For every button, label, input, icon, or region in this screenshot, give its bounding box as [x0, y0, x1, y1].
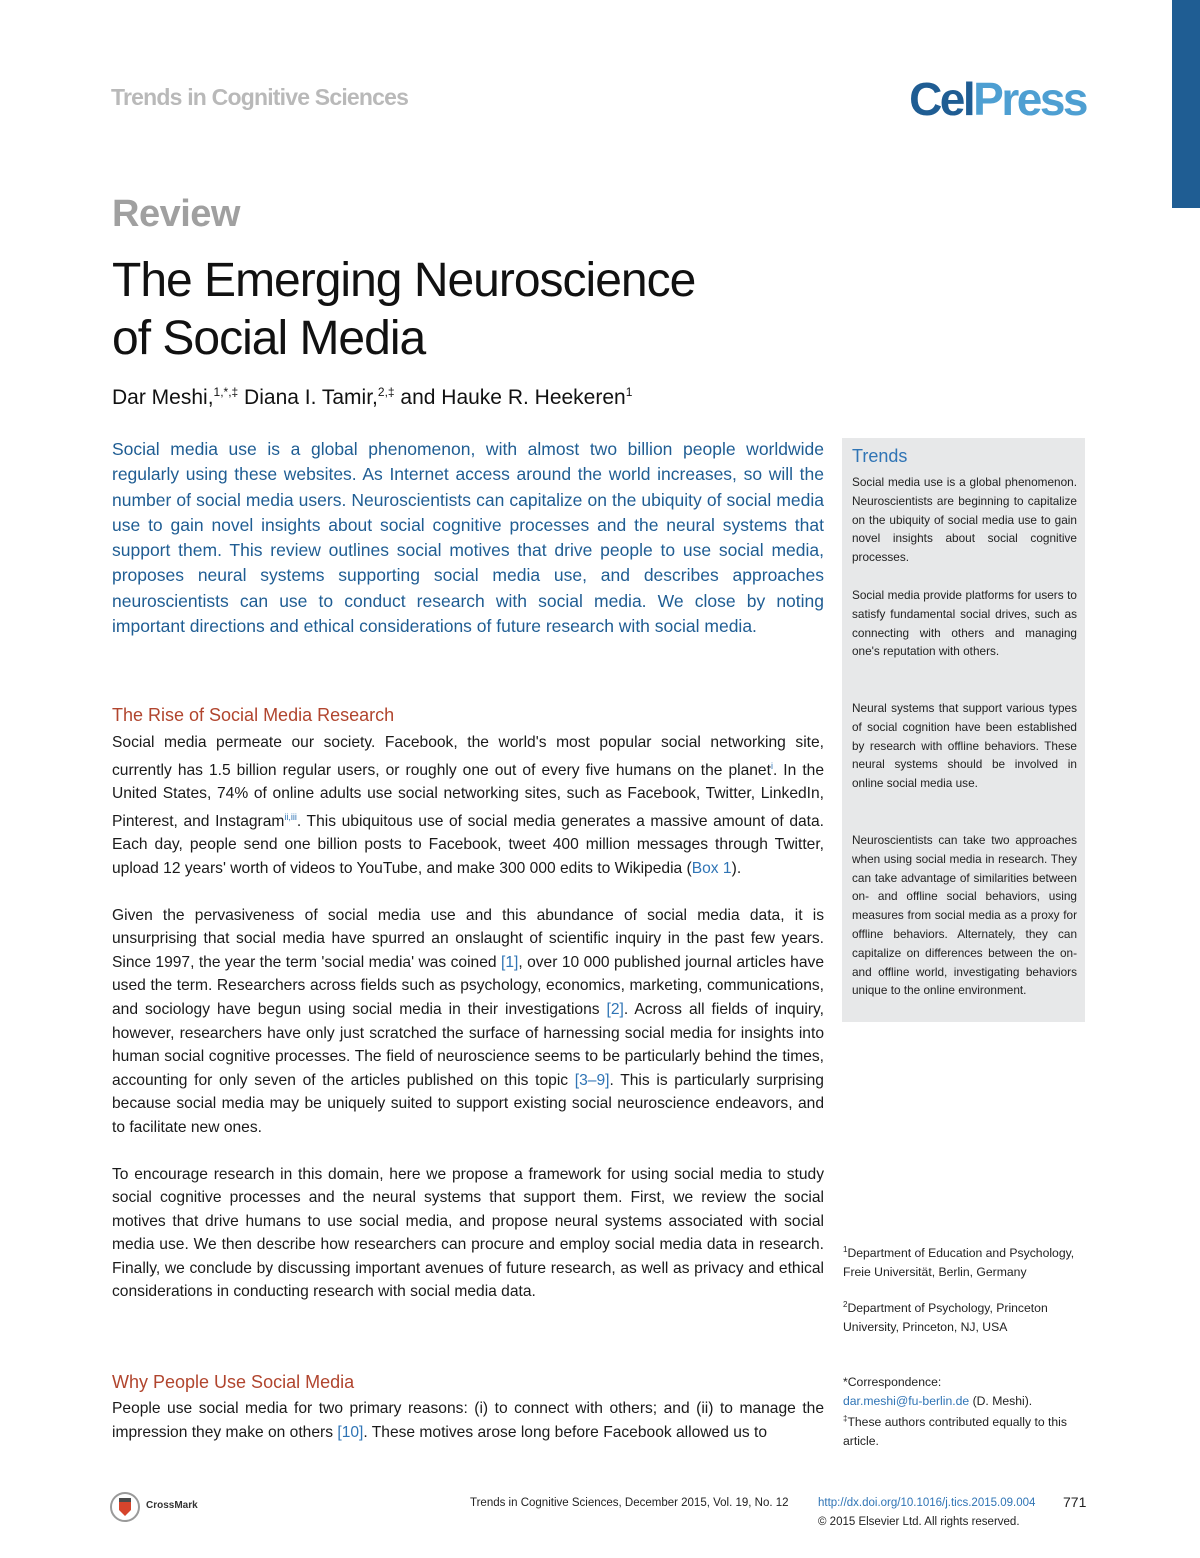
- author-1: Dar Meshi,: [112, 386, 214, 409]
- section-rise-body: [112, 731, 824, 1327]
- abstract: Social media use is a global phenomenon, with almost two billion people worldwide regularly using these websites. As Internet access around the world increases, so will the number of social media users. Neuroscientists can capitalize on the ubiquity of social media use to gain novel insights about social cognitive processes and the neural systems that support them. This review outlines social motives that drive people to use social media, proposes neural systems supporting social media use, and describes approaches neuroscientists can use to conduct research with social media. We close by noting important directions and ethical considerations of future research with social media.: [112, 439, 824, 637]
- trends-title: Trends: [852, 446, 908, 466]
- section-why-body: [112, 1397, 824, 1467]
- ref-3-9-link[interactable]: [3–9]: [574, 1071, 610, 1089]
- author-2-sup: 2,‡: [377, 385, 395, 399]
- page-number: 771: [1063, 1494, 1087, 1510]
- logo-cel: Cel: [909, 73, 974, 125]
- correspondence-label: *Correspondence:: [843, 1375, 942, 1389]
- p1-text-c: . This ubiquitous use of social media generates a massive amount of data. Each day, people send one billion posts to Facebook, tweet 400 million messages through Twitter, upload 12 years' worth of videos to YouTube, and make 300 000 edits to Wikipedia (: [112, 812, 824, 877]
- footer-doi-link[interactable]: http://dx.doi.org/10.1016/j.tics.2015.09.004: [818, 1497, 1036, 1509]
- author-list: [112, 385, 632, 410]
- p4-text-b: . These motives arose long before Facebook allowed us to: [363, 1423, 768, 1441]
- p1-text-a: Social media permeate our society. Facebook, the world's most popular social networking site, currently has 1.5 billion regular users, or roughly one out of every five humans on the planet: [112, 734, 824, 779]
- equal-contribution-sup: ‡: [843, 1414, 848, 1423]
- p4-text-a: People use social media for two primary reasons: (i) to connect with others; and (ii) to manage the impression they make on others: [112, 1400, 824, 1441]
- affiliation-1: [843, 1241, 1083, 1281]
- author-3: and Hauke R. Heekeren: [394, 386, 626, 409]
- crossmark-label: CrossMark: [146, 1500, 198, 1511]
- p2-text-d: . This is particularly surprising because social media may be uniquely suited to support existing social neuroscience endeavors, and to facilitate new ones.: [112, 1071, 824, 1136]
- affiliation-1-sup: 1: [843, 1245, 848, 1254]
- p2-text-c: . Across all fields of inquiry, however, researchers have only just scratched the surface of harnessing social media for insights into human social cognitive processes. The field of neuroscience seems to be particularly behind the times, accounting for only seven of the articles published on this topic: [112, 1000, 824, 1089]
- affiliation-1-text: Department of Education and Psychology, Freie Universität, Berlin, Germany: [843, 1246, 1075, 1279]
- author-1-sup: 1,*,‡: [213, 385, 239, 399]
- affiliation-2: [843, 1296, 1083, 1336]
- trends-item: Social media provide platforms for users to satisfy fundamental social drives, such as connecting with others and managing one's reputation with others.: [852, 588, 1077, 659]
- paragraph-4: [112, 1397, 824, 1444]
- correspondence-line: [843, 1392, 1083, 1411]
- author-2: Diana I. Tamir,: [238, 386, 378, 409]
- edge-tab: [1172, 0, 1200, 208]
- affiliation-2-text: Department of Psychology, Princeton University, Princeton, NJ, USA: [843, 1301, 1048, 1334]
- title-line-2: of Social Media: [112, 312, 426, 365]
- trends-item: Neural systems that support various types of social cognition have been established by research with offline behaviors. These neural systems should be involved in online social media use.: [852, 701, 1077, 791]
- section-heading-rise: The Rise of Social Media Research: [112, 705, 395, 725]
- trends-box: [842, 438, 1085, 1022]
- p1-text-d: ).: [731, 859, 742, 877]
- section-heading-why: Why People Use Social Media: [112, 1372, 355, 1392]
- footer-copyright: © 2015 Elsevier Ltd. All rights reserved.: [818, 1516, 1020, 1528]
- journal-name: Trends in Cognitive Sciences: [111, 84, 409, 110]
- ref-10-link[interactable]: [10]: [337, 1423, 364, 1441]
- title-line-1: The Emerging Neuroscience: [112, 254, 696, 307]
- trends-item: Social media use is a global phenomenon. Neuroscientists are beginning to capitalize on the ubiquity of social media use to gain novel insights about social cognitive processes.: [852, 475, 1077, 565]
- logo-press: Press: [973, 73, 1086, 125]
- correspondence-email[interactable]: dar.meshi@fu-berlin.de: [843, 1393, 970, 1408]
- box-1-link[interactable]: Box 1: [691, 859, 732, 877]
- cellpress-logo: [909, 73, 1086, 125]
- paragraph-3: To encourage research in this domain, here we propose a framework for using social media to study social cognitive processes and the neural systems that support them. First, we review the social motives that drive humans to use social media, and propose neural systems associated with social media use. We then describe how researchers can procure and employ social media data in research. Finally, we conclude by discussing important avenues of future research, as well as privacy and ethical considerations in conducting research with social media data.: [112, 1165, 824, 1301]
- footnote-ii-iii-link[interactable]: ii,iii: [284, 811, 297, 822]
- paragraph-1: [112, 731, 824, 881]
- p2-text-a: Given the pervasiveness of social media use and this abundance of social media data, it is unsurprising that social media have spurred an onslaught of scientific inquiry in the past few years. Since 1997, the year the term 'social media' was coined: [112, 906, 824, 971]
- article-title: [112, 252, 832, 368]
- correspondence: [843, 1373, 1083, 1450]
- correspondence-email-suffix: (D. Meshi).: [969, 1393, 1033, 1408]
- crossmark-icon[interactable]: [110, 1492, 140, 1522]
- footer-journal-info: Trends in Cognitive Sciences, December 2015, Vol. 19, No. 12: [470, 1497, 789, 1509]
- trends-item: Neuroscientists can take two approaches when using social media in research. They can take advantage of similarities between on- and offline social behaviors, using measures from social media as a proxy for offline behaviors. Alternately, they can capitalize on differences between the on- and offline world, investigating behaviors unique to the online environment.: [852, 833, 1077, 998]
- ref-2-link[interactable]: [2]: [606, 1000, 624, 1018]
- equal-contribution-text: These authors contributed equally to this article.: [843, 1415, 1067, 1448]
- p1-text-b: . In the United States, 74% of online adults use social networking sites, such as Facebook, Twitter, LinkedIn, Pinterest, and Instagram: [112, 761, 824, 830]
- paragraph-2: [112, 904, 824, 1140]
- article-type: Review: [112, 193, 240, 235]
- p2-text-b: , over 10 000 published journal articles have used the term. Researchers across fields such as psychology, economics, marketing, communications, and sociology have begun using social media in their investigations: [112, 953, 824, 1018]
- ref-1-link[interactable]: [1]: [500, 953, 519, 971]
- equal-contribution-note: [843, 1410, 1083, 1450]
- affiliation-2-sup: 2: [843, 1300, 848, 1309]
- footnote-i-link[interactable]: i: [770, 760, 773, 771]
- author-3-sup: 1: [625, 385, 633, 399]
